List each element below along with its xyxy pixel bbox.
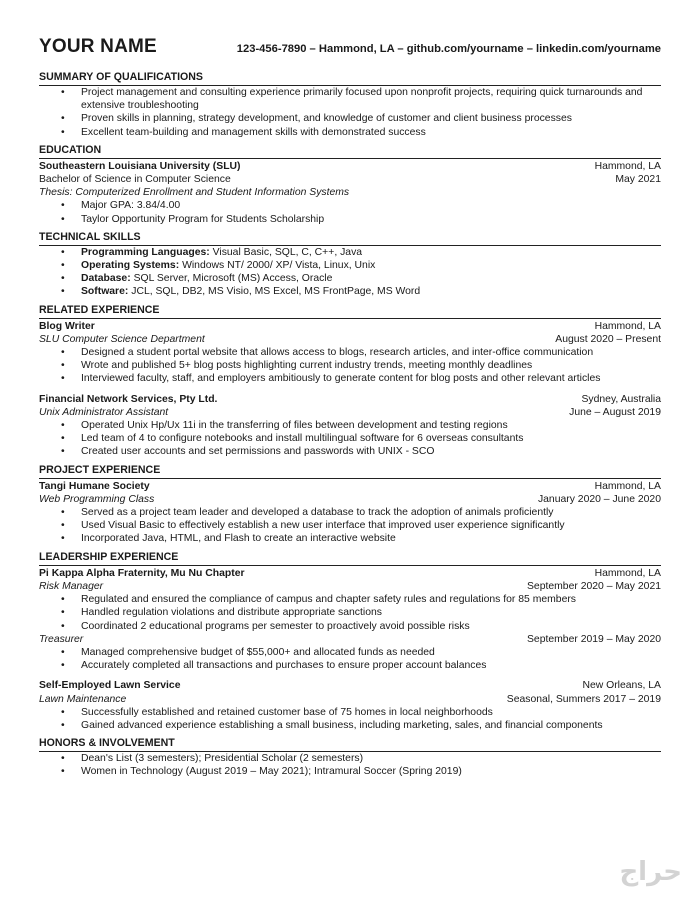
skill-label: Software	[81, 286, 125, 298]
leadership-org: Pi Kappa Alpha Fraternity, Mu Nu Chapter	[39, 567, 245, 579]
education-title: EDUCATION	[39, 144, 661, 159]
school-location: Hammond, LA	[594, 160, 661, 172]
skill-label: Operating Systems	[81, 260, 176, 272]
skill-value: Visual Basic, SQL, C, C++, Java	[212, 246, 363, 258]
job-location: Sydney, Australia	[581, 393, 661, 405]
list-item: • Designed a student portal website that allows access to blogs, research articles, and inter-office communication	[39, 346, 661, 359]
contact-line: 123-456-7890 – Hammond, LA – github.com/yourname – linkedin.com/yourname	[236, 43, 661, 55]
list-item: • Interviewed faculty, staff, and employers ambitiously to generate content for blog posts and other relevant articles	[39, 372, 661, 385]
skill-value: JCL, SQL, DB2, MS Visio, MS Excel, MS FrontPage, MS Word	[131, 286, 421, 298]
list-item: • Dean's List (3 semesters); Presidential Scholar (2 semesters)	[39, 752, 661, 765]
list-item: • Proven skills in planning, strategy development, and knowledge of customer and client business processes	[39, 112, 661, 125]
project-row	[39, 480, 661, 493]
skill-label: Programming Languages	[81, 246, 207, 258]
leadership-title: LEADERSHIP EXPERIENCE	[39, 551, 661, 566]
list-item: • Managed comprehensive budget of $55,000+ and allocated funds as needed	[39, 646, 661, 659]
list-item: • Served as a project team leader and developed a database to track the adoption of animals proficiently	[39, 506, 661, 519]
project-location: Hammond, LA	[594, 480, 661, 492]
project-list	[39, 506, 661, 546]
education-list	[39, 199, 661, 225]
leadership-list	[39, 646, 661, 672]
watermark-logo: حراج	[619, 857, 682, 887]
project-role: Web Programming Class	[39, 493, 155, 505]
summary-title: SUMMARY OF QUALIFICATIONS	[39, 71, 661, 86]
leadership-role-row	[39, 580, 661, 593]
list-item: • Women in Technology (August 2019 – May 2021); Intramural Soccer (Spring 2019)	[39, 765, 661, 778]
leadership-row	[39, 679, 661, 692]
list-item: • Excellent team-building and management skills with demonstrated success	[39, 126, 661, 139]
leadership-list	[39, 593, 661, 633]
list-item: • Successfully established and retained customer base of 75 homes in local neighborhoods	[39, 706, 661, 719]
skill-value: Windows NT/ 2000/ XP/ Vista, Linux, Unix	[182, 260, 376, 272]
job-role-row	[39, 406, 661, 419]
job-list	[39, 419, 661, 459]
project-section	[39, 464, 661, 546]
honors-list	[39, 752, 661, 778]
job-location: Hammond, LA	[594, 320, 661, 332]
thesis: Thesis: Computerized Enrollment and Student Information Systems	[39, 187, 350, 199]
related-title: RELATED EXPERIENCE	[39, 304, 661, 319]
list-item: • Taylor Opportunity Program for Students Scholarship	[39, 213, 661, 226]
list-item: • Gained advanced experience establishing a small business, including marketing, sales, and financial components	[39, 719, 661, 732]
job-date: June – August 2019	[569, 406, 661, 418]
job-date: August 2020 – Present	[555, 333, 661, 345]
leadership-role: Lawn Maintenance	[39, 693, 127, 705]
school-name: Southeastern Louisiana University (SLU)	[39, 160, 241, 172]
honors-title: HONORS & INVOLVEMENT	[39, 737, 661, 752]
summary-list	[39, 86, 661, 139]
list-item: • Programming Languages: Visual Basic, SQL, C, C++, Java	[39, 246, 661, 259]
leadership-role: Risk Manager	[39, 580, 104, 592]
candidate-name: YOUR NAME	[39, 36, 157, 57]
list-item: • Handled regulation violations and distribute appropriate sanctions	[39, 606, 661, 619]
leadership-org: Self-Employed Lawn Service	[39, 680, 181, 692]
job-role-row	[39, 333, 661, 346]
leadership-role: Treasurer	[39, 633, 84, 645]
leadership-role-row	[39, 633, 661, 646]
list-item: • Project management and consulting experience primarily focused upon nonprofit projects, requiring quick turnarounds and extensive troubleshooting	[39, 86, 661, 112]
degree: Bachelor of Science in Computer Science	[39, 174, 231, 186]
list-item: • Regulated and ensured the compliance of campus and chapter safety rules and regulations for 85 members	[39, 593, 661, 606]
list-item: • Used Visual Basic to effectively establish a new user interface that improved user experience significantly	[39, 519, 661, 532]
leadership-location: New Orleans, LA	[582, 680, 661, 692]
project-role-row	[39, 493, 661, 506]
leadership-location: Hammond, LA	[594, 567, 661, 579]
project-org: Tangi Humane Society	[39, 480, 150, 492]
leadership-section	[39, 551, 661, 732]
leadership-date: September 2020 – May 2021	[526, 580, 661, 592]
list-item: • Coordinated 2 educational programs per semester to proactively avoid possible risks	[39, 620, 661, 633]
degree-date: May 2021	[615, 174, 661, 186]
list-item: • Created user accounts and set permissions and passwords with UNIX - SCO	[39, 445, 661, 458]
list-item: • Incorporated Java, HTML, and Flash to create an interactive website	[39, 532, 661, 545]
skill-value: SQL Server, Microsoft (MS) Access, Oracle	[133, 273, 333, 285]
skills-list	[39, 246, 661, 299]
project-date: January 2020 – June 2020	[537, 493, 661, 505]
leadership-row	[39, 567, 661, 580]
job-org: Financial Network Services, Pty Ltd.	[39, 393, 218, 405]
resume-page	[39, 36, 661, 779]
leadership-date: Seasonal, Summers 2017 – 2019	[506, 693, 661, 705]
list-item: • Major GPA: 3.84/4.00	[39, 199, 661, 212]
leadership-role-row	[39, 693, 661, 706]
list-item: • Operating Systems: Windows NT/ 2000/ XP/ Vista, Linux, Unix	[39, 259, 661, 272]
job-row	[39, 320, 661, 333]
honors-section	[39, 737, 661, 778]
degree-row	[39, 173, 661, 186]
skill-label: Database	[81, 273, 128, 285]
list-item: • Accurately completed all transactions and purchases to ensure proper account balances	[39, 659, 661, 672]
project-title: PROJECT EXPERIENCE	[39, 464, 661, 479]
job-list	[39, 346, 661, 386]
job-role: Unix Administrator Assistant	[39, 406, 169, 418]
job-role: SLU Computer Science Department	[39, 333, 205, 345]
education-section	[39, 144, 661, 226]
education-row	[39, 160, 661, 173]
skills-title: TECHNICAL SKILLS	[39, 231, 661, 246]
job-row	[39, 393, 661, 406]
thesis-row	[39, 186, 661, 199]
summary-section	[39, 71, 661, 139]
leadership-list	[39, 706, 661, 732]
resume-header	[39, 36, 661, 66]
list-item: • Led team of 4 to configure notebooks and install multilingual software for 6 overseas consultants	[39, 432, 661, 445]
related-section	[39, 304, 661, 459]
leadership-date: September 2019 – May 2020	[526, 633, 661, 645]
list-item: • Database: SQL Server, Microsoft (MS) Access, Oracle	[39, 272, 661, 285]
skills-section	[39, 231, 661, 299]
list-item: • Wrote and published 5+ blog posts highlighting current industry trends, meeting monthly deadlines	[39, 359, 661, 372]
list-item: • Software: JCL, SQL, DB2, MS Visio, MS Excel, MS FrontPage, MS Word	[39, 285, 661, 298]
list-item: • Operated Unix Hp/Ux 11i in the transferring of files between development and testing regions	[39, 419, 661, 432]
job-org: Blog Writer	[39, 320, 95, 332]
